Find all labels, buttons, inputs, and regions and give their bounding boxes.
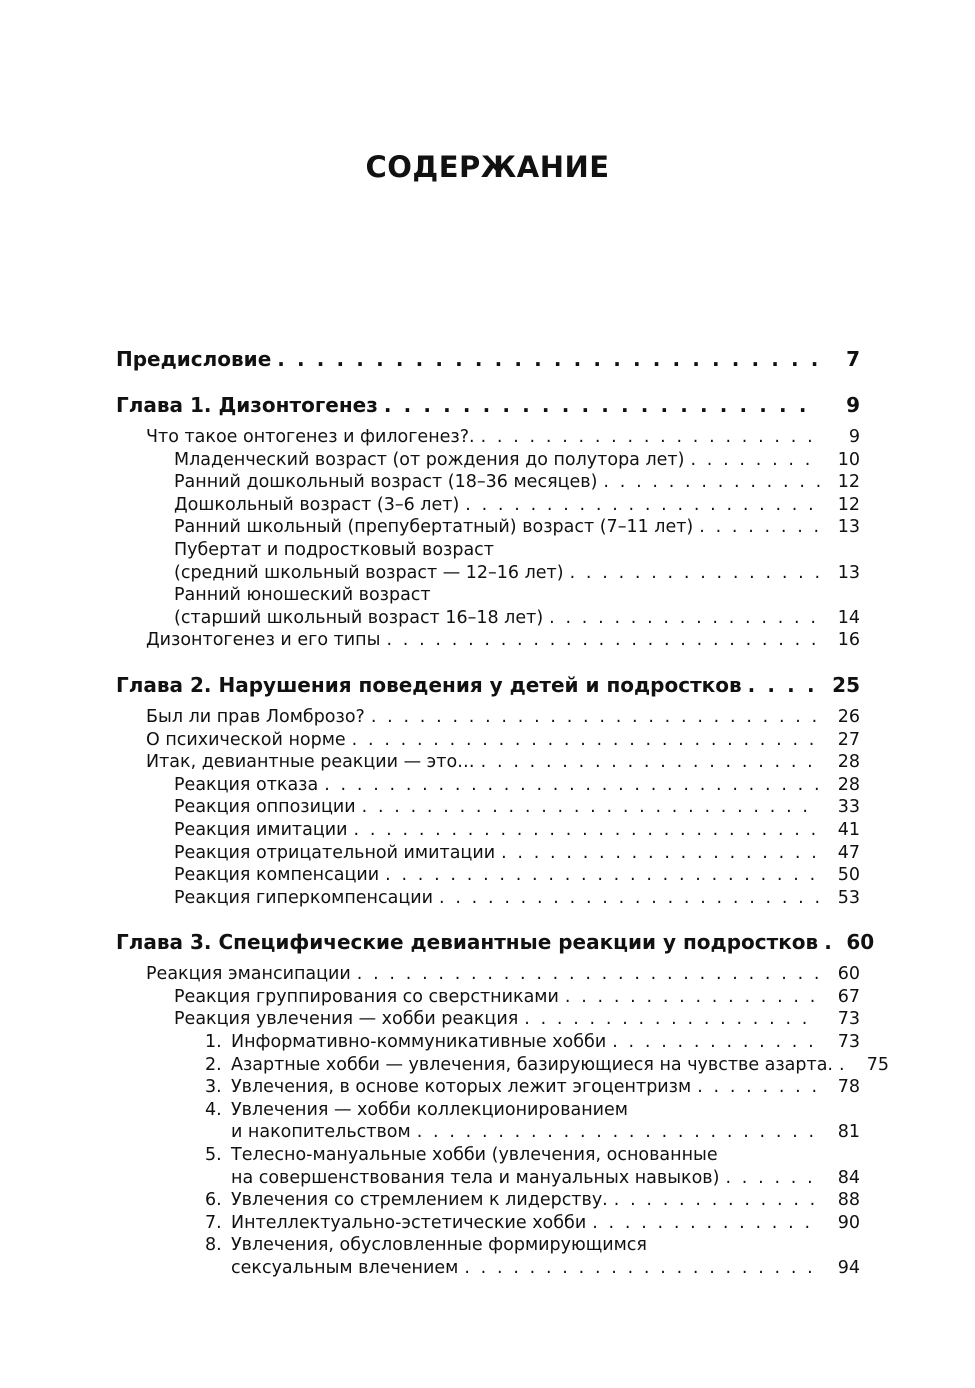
toc-entry-line1: 5. Телесно-мануальные хобби (увлечения, основанные (205, 1145, 718, 1166)
toc-entry: 7. Интеллектуально-эстетические хобби . . . 90 (116, 1212, 860, 1235)
toc-entry: (старший школьный возраст 16–18 лет) . . . 14 (116, 607, 860, 630)
dot-leader (277, 346, 820, 372)
toc-entry: 3. Увлечения, в основе которых лежит эгоцентризм . . . 78 (116, 1076, 860, 1099)
toc-entry: Реакция эмансипации . . . 60 (116, 963, 860, 986)
page-title: СОДЕРЖАНИЕ (365, 150, 610, 184)
dot-leader (384, 392, 820, 418)
toc-chapter-3: Глава 3. Специфические девиантные реакции у подростков . . . 60 (116, 929, 860, 955)
toc-entry: Что такое онтогенез и филогенез?. . . . 9 (116, 426, 860, 449)
toc-entry: Младенческий возраст (от рождения до полутора лет) . . . 10 (116, 449, 860, 472)
toc-entry-line1: 8. Увлечения, обусловленные формирующимся (205, 1235, 647, 1256)
dot-leader (748, 672, 820, 698)
toc-entry: Реакция оппозиции . . . 33 (116, 796, 860, 819)
toc-chapter-1: Глава 1. Дизонтогенез . . . 9 (116, 392, 860, 418)
toc-entry: Ранний школьный (препубертатный) возраст (7–11 лет) . . . 13 (116, 516, 860, 539)
toc-entry: Был ли прав Ломброзо? . . . 26 (116, 706, 860, 729)
toc-preface: Предисловие . . . 7 (116, 346, 860, 372)
toc-entry: 6. Увлечения со стремлением к лидерству. . . . 88 (116, 1189, 860, 1212)
toc-entry: Реакция имитации . . . 41 (116, 819, 860, 842)
toc-entry: Реакция группирования со сверстниками . . . 67 (116, 986, 860, 1009)
toc-entry: 2. Азартные хобби — увлечения, базирующиеся на чувстве азарта. . . . 75 (116, 1054, 860, 1077)
toc-entry-line1: 4. Увлечения — хобби коллекционированием (205, 1099, 629, 1120)
toc-entry: Реакция гиперкомпенсации . . . 53 (116, 887, 860, 910)
toc-entry: и накопительством . . . 81 (116, 1121, 860, 1144)
table-of-contents (116, 346, 889, 1280)
toc-entry: Дизонтогенез и его типы . . . 16 (116, 629, 860, 652)
toc-entry: Реакция компенсации . . . 50 (116, 864, 860, 887)
toc-entry-line1: Пубертат и подростковый возраст (174, 539, 494, 560)
toc-chapter-2: Глава 2. Нарушения поведения у детей и подростков . . . 25 (116, 672, 860, 698)
toc-entry-line1: Ранний юношеский возраст (174, 585, 431, 606)
toc-entry: Реакция отрицательной имитации . . . 47 (116, 842, 860, 865)
toc-entry: Дошкольный возраст (3–6 лет) . . . 12 (116, 494, 860, 517)
toc-entry: Итак, девиантные реакции — это… . . . 28 (116, 751, 860, 774)
toc-entry: (средний школьный возраст — 12–16 лет) . . . 13 (116, 562, 860, 585)
dot-leader (824, 929, 834, 955)
toc-entry: на совершенствования тела и мануальных навыков) . . . 84 (116, 1167, 860, 1190)
toc-entry: Реакция отказа . . . 28 (116, 774, 860, 797)
toc-entry: Реакция увлечения — хобби реакция . . . 73 (116, 1008, 860, 1031)
toc-entry: О психической норме . . . 27 (116, 729, 860, 752)
toc-entry: 1. Информативно-коммуникативные хобби . . . 73 (116, 1031, 860, 1054)
toc-entry: Ранний дошкольный возраст (18–36 месяцев) . . . 12 (116, 471, 860, 494)
toc-entry: сексуальным влечением . . . 94 (116, 1257, 860, 1280)
